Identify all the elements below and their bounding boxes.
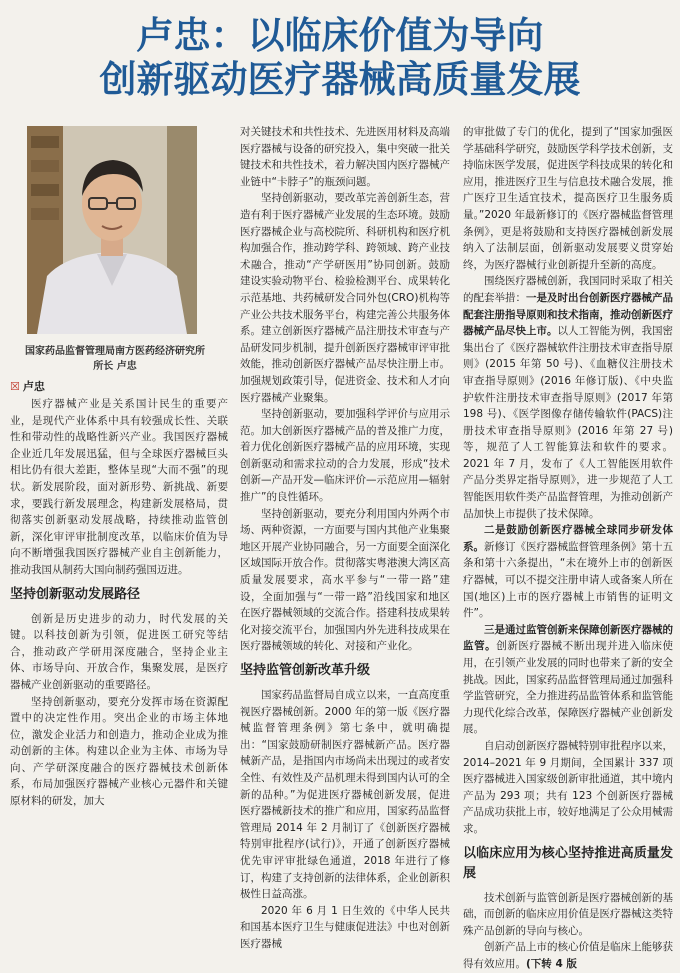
emphasis-point-2: 二是鼓励创新医疗器械全球同步研发体系。 xyxy=(463,524,673,553)
paragraph: 坚持创新驱动，要充分利用国内外两个市场、两种资源，一方面要与国内其他产业集聚地区开展产业协同融合，另一方面要全面深化区域国际开放合作。贯彻落实粤港澳大湾区高质量发展要求，高水平参与“一带一路”建设，全面加强与“一带一路”沿线国家和地区在医疗器械领域的交流合作。搭建科技成果转化对接交流平台，加强国内外先进科技成果在医疗器械领域的转化、对接和产业化。 xyxy=(240,507,450,653)
title-line-2: 创新驱动医疗器械高质量发展 xyxy=(99,58,581,101)
emphasis-point-3: 三是通过监管创新来保障创新医疗器械的监管。 xyxy=(463,623,673,653)
paragraph-lead: 围绕医疗器械创新，我国同时采取了相关的配套举措： xyxy=(463,275,673,304)
paragraph: 创新是历史进步的动力，时代发展的关键。以科技创新为引领，促进医工研究等结合，推动政产学研用深度融合，坚持企业主体、市场导向、开放合作，集聚发展，是医疗器械产业创新驱动的重要路径。 xyxy=(10,612,228,691)
caption-line-1: 国家药品监督管理局南方医药经济研究所 xyxy=(25,346,205,357)
section-heading: 坚持创新驱动发展路径 xyxy=(10,586,141,602)
paragraph: 医疗器械产业是关系国计民生的重要产业，是现代产业体系中具有较强成长性、关联性和带动性的战略性新兴产业。我国医疗器械企业近几年发展迅猛，但与全球医疗器械巨头相比仍有很大差距，整体呈现“大而不强”的现状。新发展阶段，面对新形势、新挑战、新要求，要践行新发展理念，构建新发展格局，贯彻落实创新驱动发展战略，持续推动监管创新，深化审评审批制度改革，以临床价值为导向不断增强我国医疗器械产业自主创新能力，推动我国从制药大国向制药强国迈进。 xyxy=(10,398,228,576)
paragraph: 对关键技术和共性技术、先进医用材料及高端医疗器械与设备的研究投入，集中突破一批关键技术和共性技术，着力解决国内医疗器械产业链中“卡脖子”的瓶颈问题。 xyxy=(240,126,450,188)
author-byline xyxy=(10,378,45,394)
paragraph-body: 以人工智能为例，我国密集出台了《医疗器械软件注册技术审查指导原则》(2015 年第 50 号)、《血糖仪注册技术审查指导原则》(2016 年修订版)、《中央监护软件注册技术审查指导原则》(2017 年第 198 号)、《医学图像存储传输软件(PACS)注册技术审查指导原则》(2016 年第 27 号)等，规范了人工智能算法和软件的要求。2021 年 7 月，发布了《人工智能医用软件产品分类界定指导原则》，进一步规范了人工智能医用软件类产品监督管理，为推动创新产品加快上市提供了技术保障。 xyxy=(463,325,673,520)
paragraph xyxy=(463,622,673,738)
section-heading: 以临床应用为核心坚持推进高质量发展 xyxy=(463,845,673,881)
paragraph: 国家药品监督局自成立以来，一直高度重视医疗器械创新。2000 年的第一版《医疗器械监督管理条例》第七条中，就明确提出：“国家鼓励研制医疗器械新产品。医疗器械新产品，是指国内市场尚未出现过的或者安全性、有效性及产品机理未得到国内认可的全新的品种。”为促进医疗器械创新发展，促进医疗器械新技术的推广和应用，国家药品监督管理局 2014 年 2 月制订了《创新医疗器械特别审批程序(试行)》，开通了创新医疗器械优先审评审批绿色通道，2018 年进行了修订，构建了支持创新的法律体系，企业创新积极性日益高涨。 xyxy=(240,689,450,901)
caption-line-2: 所长 卢忠 xyxy=(93,361,137,372)
paragraph: 技术创新与监管创新是医疗器械创新的基础，而创新的临床应用价值是医疗器械这类特殊产品创新的导向与核心。 xyxy=(463,891,673,937)
emphasis-point-1: 一是及时出台创新医疗器械产品配套注册指导原则和技术指南，推动创新医疗器械产品尽快上市。 xyxy=(463,291,673,338)
column-3 xyxy=(463,124,673,973)
paragraph: 的审批做了专门的优化，提到了“国家加强医学基础科学研究，鼓励医学科学技术创新，支持临床医学发展，促进医学科技成果的转化和应用，推进医疗卫生与信息技术融合发展，推广医疗卫生适宜技术，提高医疗卫生服务质量。”2020 年最新修订的《医疗器械监督管理条例》，更是将鼓励和支持医疗器械创新发展纳入了法制层面，创新驱动发展要义贯穿始终，为医疗器械行业创新提升至新的高度。 xyxy=(463,126,673,271)
column-1 xyxy=(10,396,228,810)
paragraph xyxy=(463,522,673,622)
paragraph xyxy=(463,939,673,972)
byline-marker-icon: ☒ xyxy=(10,380,20,393)
title-line-1: 卢忠：以临床价值为导向 xyxy=(136,14,544,57)
paragraph xyxy=(463,273,673,522)
paragraph: 坚持创新驱动，要充分发挥市场在资源配置中的决定性作用。突出企业的市场主体地位，激发企业活力和创造力，推动企业成为推动创新的主体。构建以企业为主体、市场为导向、产学研深度融合的医疗器械技术创新体系，布局加强医疗器械产业核心元器件和关键原材料的研发，加大 xyxy=(10,695,228,808)
author-name: 卢忠 xyxy=(22,380,45,393)
portrait-illustration xyxy=(27,126,197,334)
paragraph: 坚持创新驱动，要改革完善创新生态，营造有利于医疗器械产业发展的生态环境。鼓励医疗器械企业与高校院所、科研机构和医疗机构加强合作，推动跨学科、跨领域、跨产业技术融合，推动“产学研医用”协同创新。鼓励建设实验动物平台、检验检测平台、成果转化示范基地、共药械研发合同外包(CRO)机构等产业公共技术服务平台，构建完善公共服务体系。建立创新医疗器械产品注册技术审查与产品研发同步机制，提升创新医疗器械审评审批效能，推动创新医疗器械产品尽快注册上市。加强规划政策引导，促进资金、技术和人才向医疗器械产业聚集。 xyxy=(240,192,450,404)
article-title xyxy=(0,14,680,102)
paragraph: 坚持创新驱动，要加强科学评价与应用示范。加大创新医疗器械产品的普及推广力度，着力优化创新医疗器械产品的应用环境，实现创新驱动和需求拉动的合力发展，形成“技术创新—产品开发—临床评价—示范应用—辐射推广”的良性循环。 xyxy=(240,408,450,504)
paragraph: 2020 年 6 月 1 日生效的《中华人民共和国基本医疗卫生与健康促进法》中也对创新医疗器械 xyxy=(240,904,450,950)
paragraph-body: 创新医疗器械不断出现并进入临床使用，在引领产业发展的同时也带来了新的安全挑战。因此，国家药品监督管理局通过加强科学监管研究，全力推进药品监管体系和监管能力现代化综合改革，保障医疗器械产业创新发展。 xyxy=(463,640,673,736)
paragraph: 自启动创新医疗器械特别审批程序以来，2014–2021 年 9 月期间，全国累计 337 项医疗器械进入国家级创新审批通道，其中境内产品为 293 项；共有 123 个创新医疗器械产品成功获批上市，较好地满足了公众用械需求。 xyxy=(463,739,673,835)
portrait-photo xyxy=(27,126,197,334)
continued-on-page-link[interactable]: (下转 4 版 xyxy=(526,957,577,970)
column-2 xyxy=(240,124,450,953)
paragraph-body: 创新产品上市的核心价值是临床上能够获得有效应用。 xyxy=(463,941,673,970)
paragraph-body: 新修订《医疗器械监督管理条例》第十五条和第十六条提出，“未在境外上市的创新医疗器械，可以不提交注册申请人或备案人所在国(地区)上市的医疗器械上市销售的证明文件”。 xyxy=(463,540,673,620)
photo-caption xyxy=(10,344,220,374)
section-heading: 坚持监管创新改革升级 xyxy=(240,663,371,678)
